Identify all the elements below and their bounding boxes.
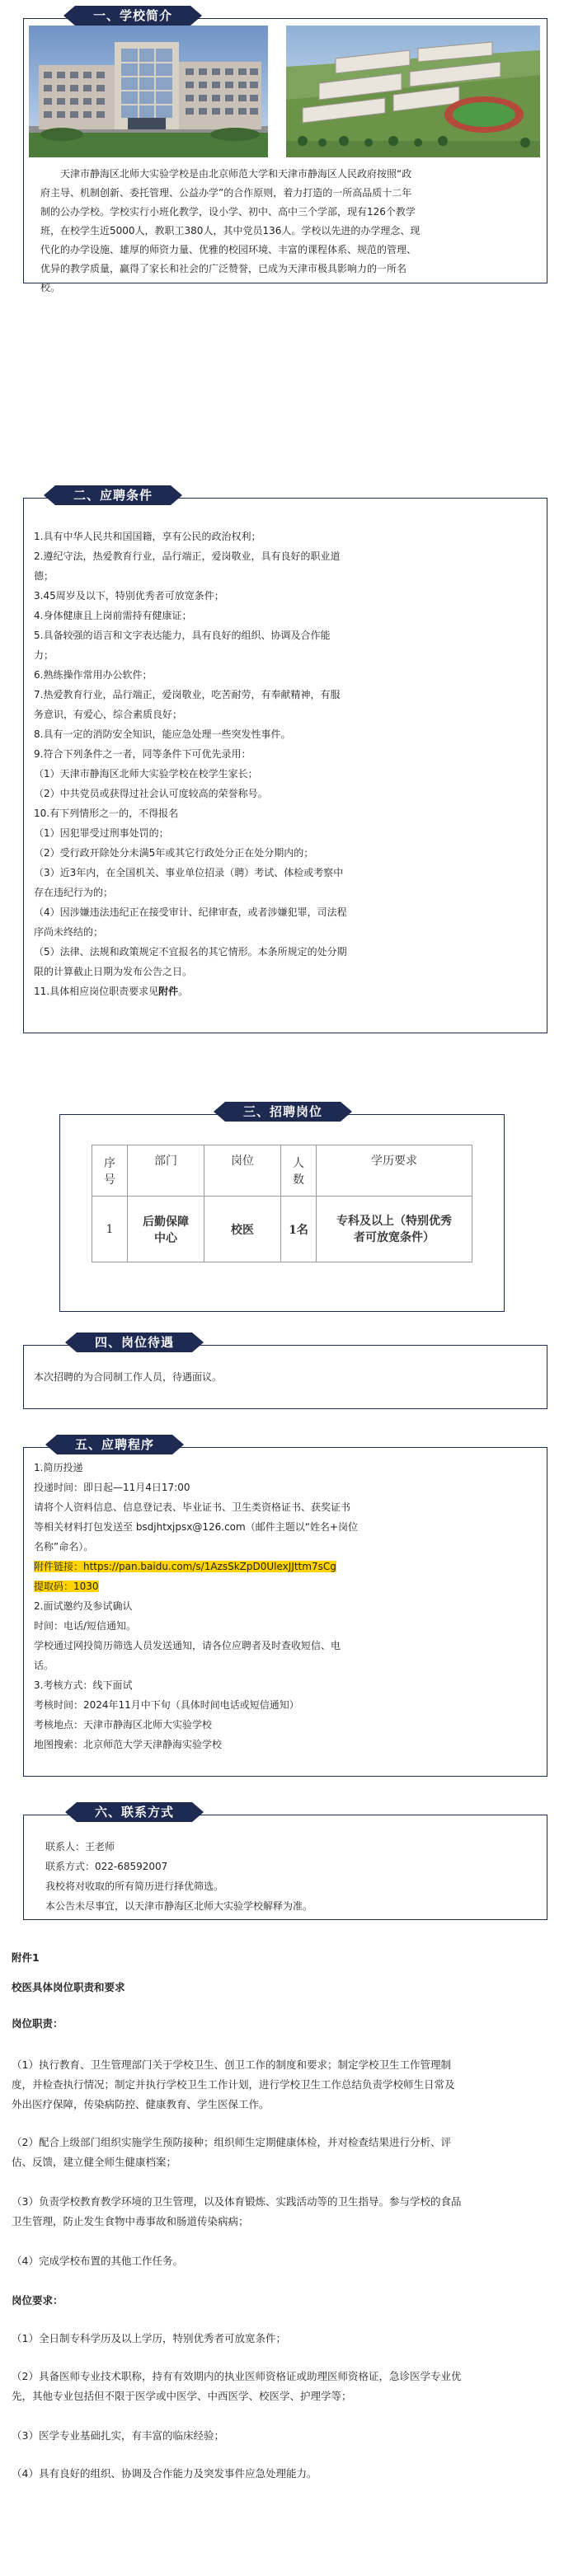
procedure-list: [34, 1458, 538, 1754]
intro-line: 校。: [40, 282, 61, 293]
header-dept: 部门: [128, 1145, 204, 1197]
cell-edu: 专科及以上（特别优秀者可放宽条件）: [317, 1197, 472, 1262]
section-requirements: [23, 488, 547, 1033]
duties-heading: 岗位职责：: [12, 2017, 63, 2030]
procedure-line: 时间：电话/短信通知。: [34, 1620, 137, 1632]
requirement-item: （1）全日制专科学历及以上学历，特别优秀者可放宽条件；: [12, 2332, 286, 2344]
requirement-item: （2）具备医师专业技术职称，持有有效期内的执业医师资格证或助理医师资格证，急诊医学专业优: [12, 2370, 462, 2382]
attachment-ref-link[interactable]: 附件: [158, 986, 179, 997]
duty-line: （3）负责学校教育教学环境的卫生管理，以及体育锻炼、实践活动等的卫生指导。参与学校的食品: [12, 2195, 462, 2208]
duty-line: 外出医疗保障，传染病防控、健康教育、学生医保工作。: [12, 2098, 270, 2110]
section-contact: [23, 1805, 547, 1920]
procedure-line: 投递时间：即日起—11月4日17:00: [34, 1482, 190, 1493]
contact-note: 我校将对收取的所有简历进行择优筛选。: [45, 1880, 224, 1892]
intro-line: 班，在校学生近5000人，教职工380人，其中党员136人。学校以先进的办学理念、现: [40, 225, 421, 237]
requirement-line: 5.具备较强的语言和文字表达能力，具有良好的组织、协调及合作能: [34, 630, 331, 641]
contact-list: [45, 1837, 312, 1916]
requirement-line: （2）受行政开除处分未满5年或其它行政处分正在处分期内的；: [34, 847, 314, 859]
school-intro-text: [40, 165, 535, 297]
section-title: 二、应聘条件: [55, 485, 171, 505]
section-title: 三、招聘岗位: [225, 1102, 341, 1122]
requirement-line: 存在违纪行为的；: [34, 887, 114, 898]
header-count: 人数: [281, 1145, 317, 1197]
school-building-photo: [29, 26, 268, 157]
requirement-line: 9.符合下列条件之一者，同等条件下可优先录用：: [34, 748, 251, 760]
procedure-line: 请将个人资料信息、信息登记表、毕业证书、卫生类资格证书、获奖证书: [34, 1501, 351, 1513]
requirement-line: （2）中共党员或获得过社会认可度较高的荣誉称号。: [34, 788, 268, 799]
intro-line: 天津市静海区北师大实验学校是由北京师范大学和天津市静海区人民政府按照“政: [60, 168, 412, 180]
procedure-line: 名称”命名）。: [34, 1541, 94, 1553]
intro-line: 优异的教学质量，赢得了家长和社会的广泛赞誉，已成为天津市极具影响力的一所名: [40, 263, 407, 274]
requirements-heading: 岗位要求：: [12, 2294, 63, 2307]
header-post: 岗位: [204, 1145, 281, 1197]
requirement-line: （5）法律、法规和政策规定不宜报名的其它情形。本条所规定的处分期: [34, 946, 347, 958]
positions-table: [92, 1145, 472, 1262]
intro-line: 府主导、机制创新、委托管理、公益办学”的合作原则，着力打造的一所高品质十二年: [40, 187, 412, 199]
campus-aerial-photo: [286, 26, 540, 157]
contact-note: 本公告未尽事宜，以天津市静海区北师大实验学校解释为准。: [45, 1900, 313, 1912]
requirement-item: （3）医学专业基础扎实，有丰富的临床经验；: [12, 2429, 224, 2442]
requirement-line: 力；: [34, 649, 54, 661]
section-title: 五、应聘程序: [57, 1435, 172, 1454]
cell-no: 1: [92, 1197, 128, 1262]
duty-line: 卫生管理，防止发生食物中毒事故和肠道传染病病；: [12, 2215, 249, 2227]
contact-phone[interactable]: 联系方式：022-68592007: [45, 1861, 168, 1872]
cell-post: 校医: [204, 1197, 281, 1262]
attachment-title: 校医具体岗位职责和要求: [12, 1981, 125, 1993]
requirement-line: 8.具有一定的消防安全知识，能应急处理一些突发性事件。: [34, 728, 291, 740]
requirement-line: [34, 981, 538, 1001]
benefits-text: 本次招聘的为合同制工作人员，待遇面议。: [34, 1371, 223, 1383]
procedure-line: 等相关材料打包发送至 bsdjhtxjpsx@126.com（邮件主题以“姓名+岗位: [34, 1521, 358, 1533]
procedure-line: 3.考核方式：线下面试: [34, 1679, 133, 1691]
requirement-line: （1）因犯罪受过刑事处罚的；: [34, 827, 169, 839]
duty-line: 估、反馈，建立健全师生健康档案；: [12, 2156, 177, 2168]
procedure-line: 考核地点：天津市静海区北师大实验学校: [34, 1719, 213, 1731]
requirement-line: 2.遵纪守法，热爱教育行业，品行端正，爱岗敬业，具有良好的职业道: [34, 550, 341, 562]
requirement-line: 4.身体健康且上岗前需持有健康证；: [34, 610, 192, 621]
section-procedure: [23, 1437, 547, 1777]
requirement-line: 序尚未终结的；: [34, 926, 104, 938]
requirement-line: 6.熟练操作常用办公软件；: [34, 669, 153, 681]
duty-line: （1）执行教育、卫生管理部门关于学校卫生、创卫工作的制度和要求；制定学校卫生工作管理制: [12, 2058, 451, 2071]
procedure-line: 地图搜索：北京师范大学天津静海实验学校: [34, 1739, 223, 1750]
table-row: [92, 1197, 472, 1262]
section-title: 一、学校简介: [75, 6, 190, 26]
requirement-line: （1）天津市静海区北师大实验学校在校学生家长；: [34, 768, 258, 780]
requirement-line: 务意识，有爱心，综合素质良好；: [34, 709, 183, 720]
requirement-item: （4）具有良好的组织、协调及合作能力及突发事件应急处理能力。: [12, 2467, 317, 2480]
requirement-line: （3）近3年内，在全国机关、事业单位招录（聘）考试、体检或考察中: [34, 867, 344, 878]
requirement-line: 10.有下列情形之一的，不得报名: [34, 808, 179, 819]
requirement-line: 3.45周岁及以下，特别优秀者可放宽条件；: [34, 590, 224, 602]
procedure-line: 话。: [34, 1660, 54, 1671]
procedure-line: 2.面试邀约及参试确认: [34, 1600, 133, 1612]
section-positions: [59, 1104, 505, 1312]
requirement-line: 限的计算截止日期为发布公告之日。: [34, 966, 193, 977]
section-benefits: [23, 1335, 547, 1409]
requirement-item: 先，其他专业包括但不限于医学或中医学、中西医学、校医学、护理学等；: [12, 2390, 352, 2402]
contact-person: 联系人：王老师: [45, 1841, 115, 1852]
duty-line: （4）完成学校布置的其他工作任务。: [12, 2255, 183, 2267]
procedure-line: 1.简历投递: [34, 1462, 83, 1473]
procedure-line: 学校通过网投简历筛选人员发送通知，请各位应聘者及时查收短信、电: [34, 1640, 341, 1651]
section-title: 四、岗位待遇: [77, 1332, 192, 1352]
duty-line: （2）配合上级部门组织实施学生预防接种；组织师生定期健康体检，并对检查结果进行分析、评: [12, 2136, 451, 2148]
intro-line: 制的公办学校。学校实行小班化教学，设小学、初中、高中三个学部，现有126个教学: [40, 206, 416, 218]
requirements-list: [34, 527, 538, 1001]
attachment-link[interactable]: 附件链接：https://pan.baidu.com/s/1AzsSkZpD0UlexJJttm7sCg: [34, 1561, 336, 1572]
header-edu: 学历要求: [317, 1145, 472, 1197]
section-school-intro: [23, 8, 547, 293]
cell-dept: 后勤保障中心: [128, 1197, 204, 1262]
extraction-code: 提取码：1030: [34, 1581, 99, 1592]
cell-count: 1名: [281, 1197, 317, 1262]
attachment-ref-suffix: 。: [178, 986, 189, 997]
section-title: 六、联系方式: [77, 1802, 192, 1822]
requirement-line: 7.热爱教育行业，品行端正，爱岗敬业，吃苦耐劳，有奉献精神，有服: [34, 689, 341, 700]
requirement-line: （4）因涉嫌违法违纪正在接受审计、纪律审查，或者涉嫌犯罪，司法程: [34, 906, 347, 918]
attachment-label: 附件1: [12, 1951, 40, 1964]
header-no: 序号: [92, 1145, 128, 1197]
attachment-ref-prefix: 11.具体相应岗位职责要求见: [34, 986, 159, 997]
requirement-line: 德；: [34, 570, 54, 582]
table-header-row: [92, 1145, 472, 1197]
intro-line: 代化的办学设施、雄厚的师资力量、优雅的校园环境、丰富的课程体系、规范的管理、: [40, 244, 417, 255]
duty-line: 度，并检查执行情况；制定并执行学校卫生工作计划，进行学校卫生工作总结负责学校师生日常及: [12, 2078, 455, 2091]
procedure-line: 考核时间：2024年11月中下旬（具体时间电话或短信通知）: [34, 1699, 299, 1711]
requirement-line: 1.具有中华人民共和国国籍，享有公民的政治权利；: [34, 531, 261, 542]
